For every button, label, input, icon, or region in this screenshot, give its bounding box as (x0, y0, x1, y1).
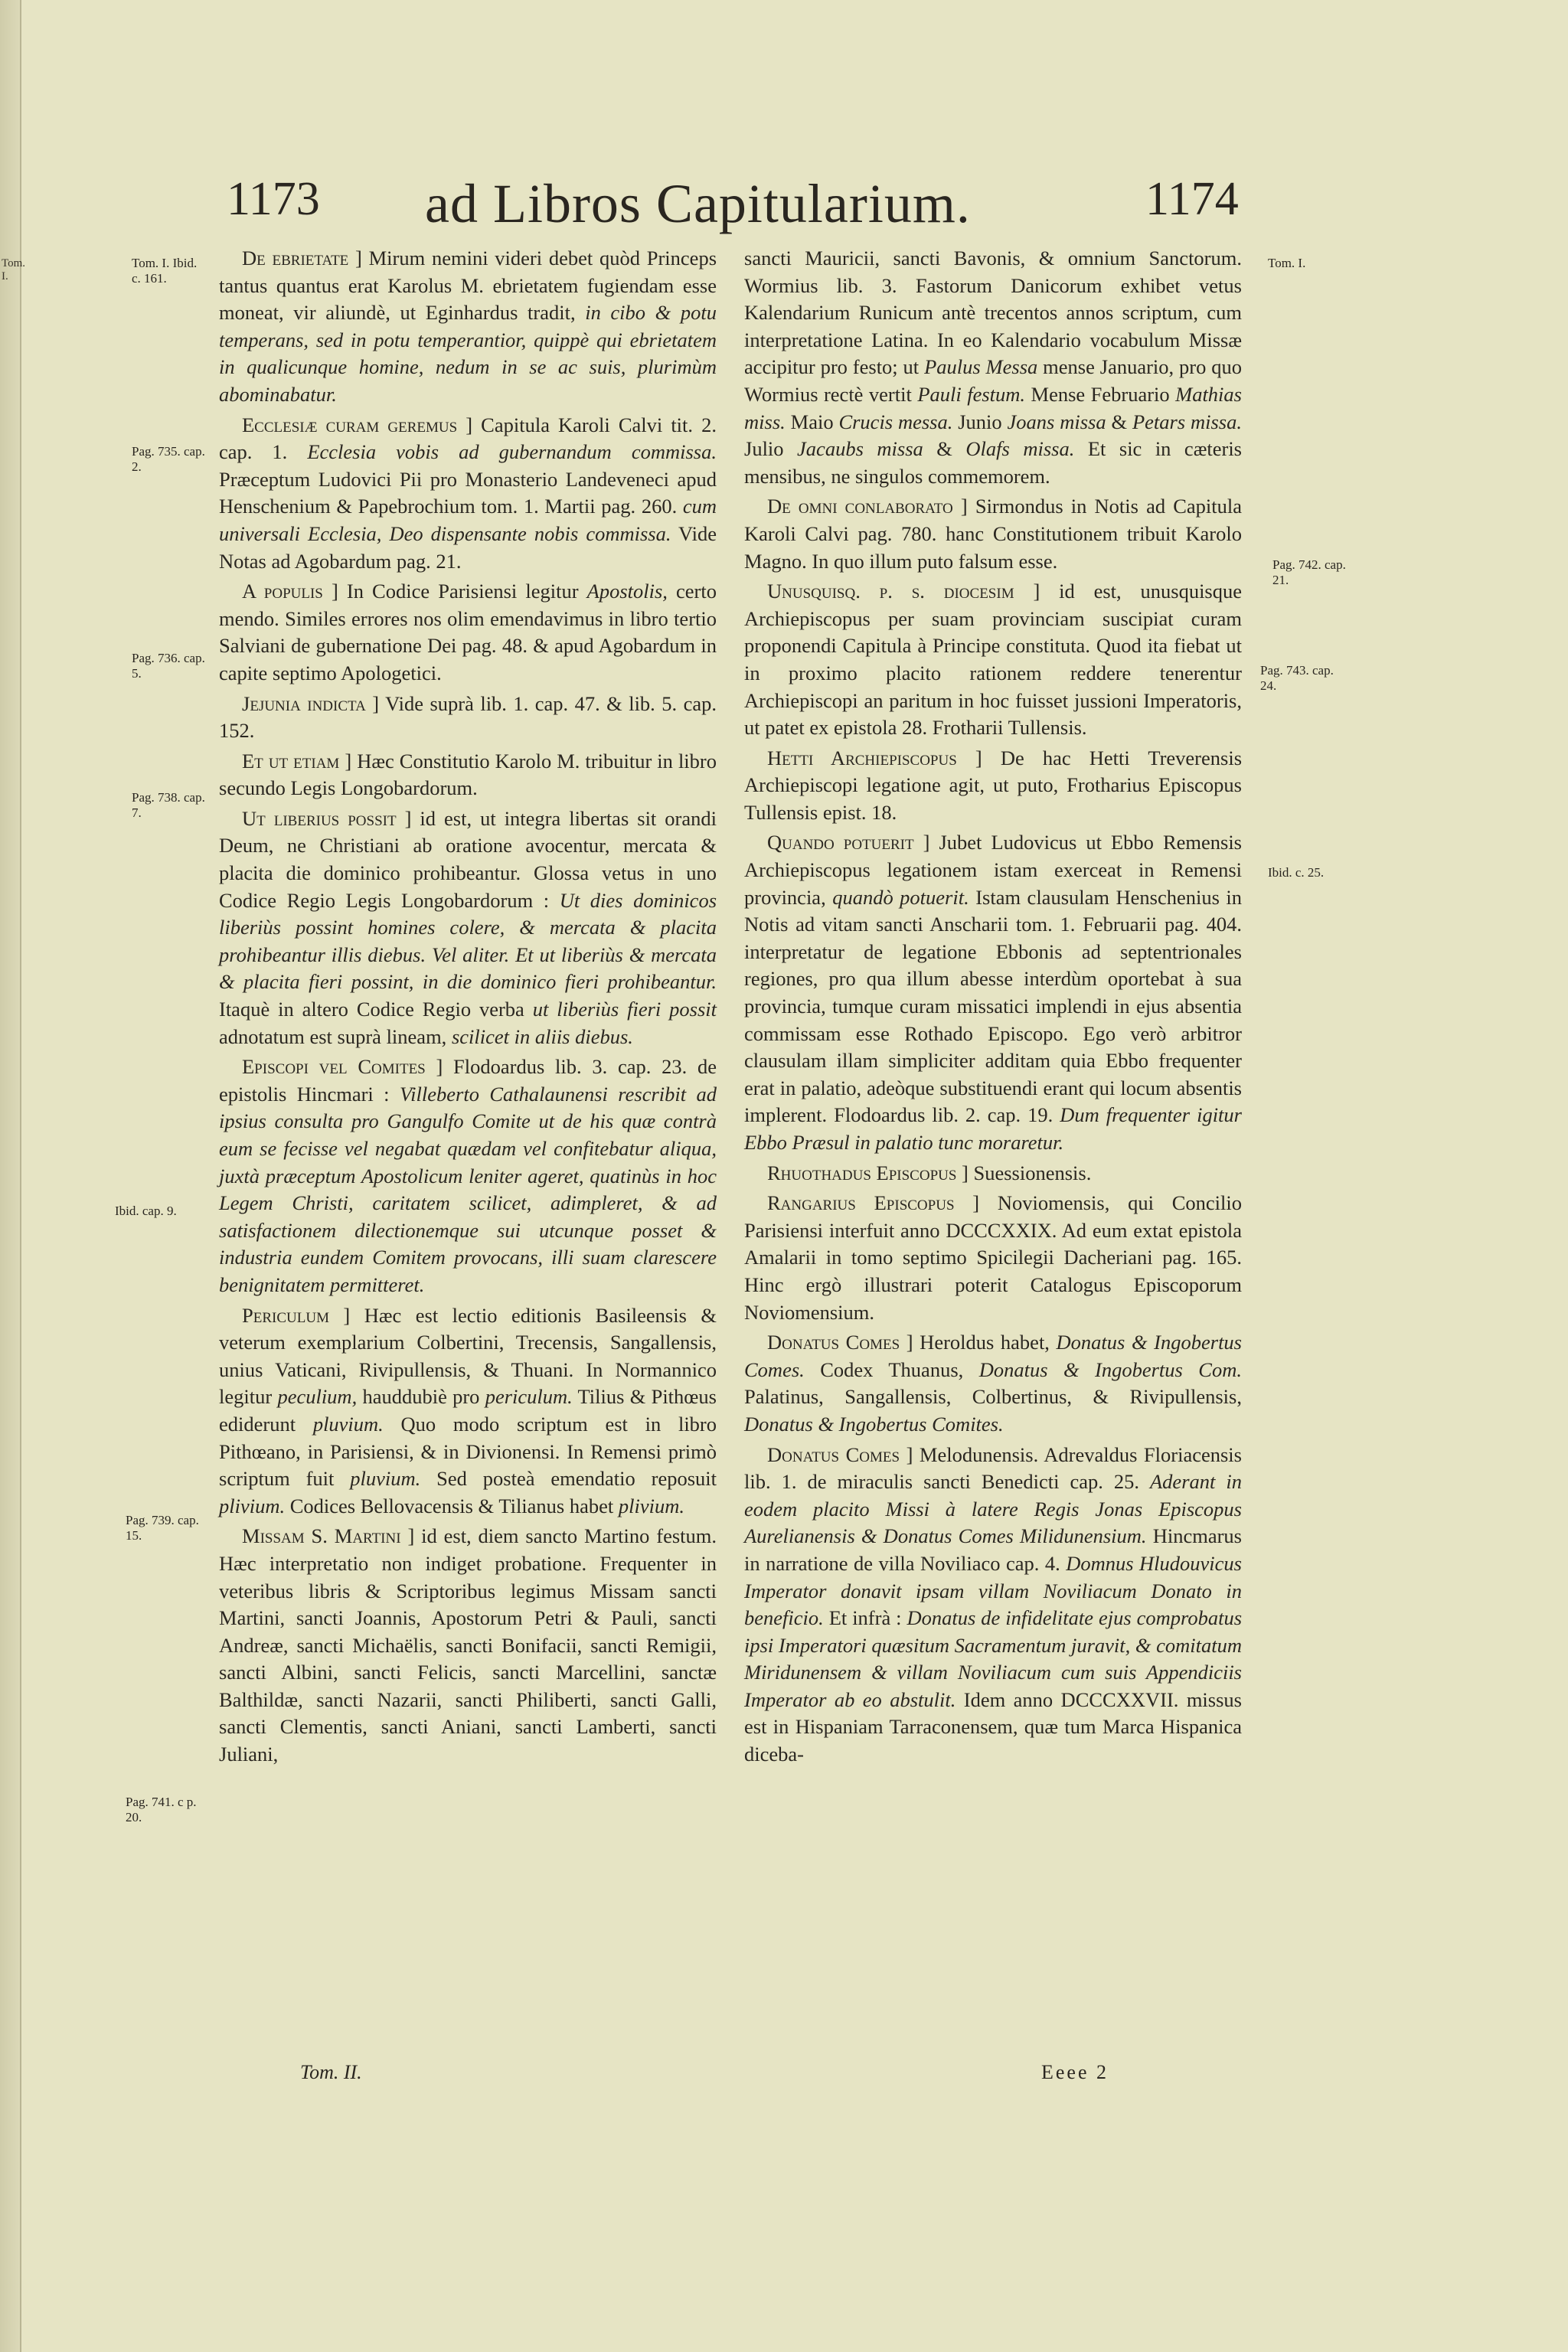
margin-note: Pag. 742. cap. 21. (1272, 557, 1346, 587)
paragraph-text: ] Jubet Ludovicus ut Ebbo Remensis Archiepiscopus legationem istam exerceat in Remensi provincia, (744, 831, 1242, 909)
quotation: Donatus & Ingobertus Comes. (744, 1331, 1242, 1381)
quotation: Crucis messa. (838, 410, 953, 433)
lemma: Ecclesiæ curam geremus (242, 413, 458, 436)
paragraph-text: Præceptum Ludovici Pii pro Monasterio Landeveneci apud Henschenium & Papebrochium tom. 1. Martii pag. 260. (219, 467, 717, 518)
volume-mark: Tom. II. (300, 2061, 362, 2083)
paragraph-text: ] Flodoardus lib. 3. cap. 23. de epistolis Hincmari : (219, 1055, 717, 1106)
margin-note: Pag. 743. cap. 24. (1260, 663, 1334, 693)
quotation: Domnus Hludouvicus Imperator donavit ipsam villam Noviliacum Donato in beneficio. (744, 1551, 1242, 1630)
paragraph (744, 1329, 1242, 1438)
quotation: Aderant in eodem placito Missi à latere Regis Jonas Episcopus Aurelianensis & Donatus Comes Milidunensium. (744, 1470, 1242, 1548)
paragraph-text: Sed posteà emendatio reposuit (420, 1467, 717, 1491)
paragraph-text: Et infrà : (823, 1606, 907, 1630)
lemma: Rangarius Episcopus (767, 1191, 955, 1215)
page-number-left: 1173 (227, 173, 320, 225)
paragraph-text: Quo modo scriptum est in libro Pithœano, in Parisiensi, & in Divionensi. In Remensi primò scriptum fuit (219, 1412, 717, 1491)
paragraph-text: ] Melodunensis. Adrevaldus Floriacensis lib. 1. de miraculis sancti Benedicti cap. 25. (744, 1442, 1242, 1494)
quotation: Dum frequenter igitur Ebbo Præsul in palatio tunc moraretur. (744, 1103, 1242, 1154)
lemma: Hetti Archiepiscopus (767, 746, 957, 769)
paragraph-text: sancti Mauricii, sancti Bavonis, & omnium Sanctorum. Wormius lib. 3. Fastorum Danicorum exhibet vetus Kalendarium Runicum antè trecentos annos scriptum, cum interpretatione Latina. In eo Kalendario vocabulum Missæ accipitur pro festo; ut (744, 247, 1242, 379)
quotation: Joans missa (1007, 410, 1106, 433)
margin-note: Pag. 739. cap. 15. (126, 1513, 199, 1543)
margin-note: Pag. 735. cap. 2. (132, 444, 205, 474)
quotation: Pauli festum. (917, 382, 1026, 406)
quotation: pluvium. (350, 1467, 421, 1491)
paragraph-text: ] Heroldus habet, (900, 1331, 1057, 1354)
quotation: Olafs missa. (965, 437, 1075, 461)
paragraph-text: Palatinus, Sangallensis, Colbertinus, & Rivipullensis, (744, 1385, 1242, 1409)
margin-note: Pag. 741. c p. 20. (126, 1795, 197, 1824)
paragraph (219, 748, 717, 802)
paragraph-text: Vide Notas ad Agobardum pag. 21. (219, 521, 717, 573)
paragraph (219, 1302, 717, 1521)
paragraph (219, 1054, 717, 1298)
paragraph (219, 245, 717, 409)
lemma: Rhuothadus Episcopus (767, 1161, 957, 1184)
lemma: Ut liberius possit (242, 806, 397, 830)
paragraph-text: ] Sirmondus in Notis ad Capitula Karoli Calvi pag. 780. hanc Constitutionem tribuit Karolo Magno. In quo illum puto falsum esse. (744, 495, 1243, 573)
running-title: ad Libros Capitularium. (425, 173, 971, 234)
quotation: scilicet in aliis diebus. (451, 1024, 633, 1048)
quotation: Jacaubs missa (797, 437, 923, 461)
lemma: De omni conlaborato (767, 495, 953, 518)
quotation: peculium, (277, 1385, 358, 1409)
paragraph-text: ] Hæc est lectio editionis Basileensis & veterum exemplarium Colbertini, Trecensis, Sangallensis, unius Vaticani, Rivipullensis, & Thuani. In Normannico legitur (219, 1303, 717, 1409)
paragraph-text: ] id est, unusquisque Archiepiscopus per suam provinciam suscipiat curam proponendi Capitula à Principe constituta. Quod ita fiebat ut in proximo placito rationem reddere tenerentur Archiepiscopi an paritum in hoc fuisset jussioni Imperatoris, ut patet ex epistola 28. Frotharii Tullensis. (744, 580, 1243, 740)
paragraph-text: Codex Thuanus, (804, 1357, 979, 1381)
paragraph-text: ] Suessionensis. (956, 1161, 1092, 1184)
paragraph (219, 1523, 717, 1768)
margin-note: Tom. I. (1268, 256, 1306, 270)
paragraph-text: ] Vide suprà lib. 1. cap. 47. & lib. 5. cap. 152. (219, 691, 717, 743)
quotation: Apostolis, (586, 580, 668, 603)
quotation: Villeberto Cathalaunensi rescribit ad ipsius consulta pro Gangulfo Comite ut de his quæ contrà eum se fecisse vel negabat quædam vel confitebatur aliqua, juxtà præceptum Apostolicum leniter ageret, quatinùs in hoc Legem Christi, caritatem scilicet, adimpleret, & ad satisfactionem dilectionemque sui utcunque posset & industria eundem Comitem provocans, illi suam clarescere benignitatem permitteret. (219, 1082, 717, 1296)
lemma: Quando potuerit (767, 831, 914, 854)
paragraph (744, 493, 1242, 575)
quotation: Ecclesia vobis ad gubernandum commissa. (307, 440, 717, 464)
paragraph-text: Maio (785, 410, 839, 433)
paragraph-text: hauddubiè pro (357, 1385, 485, 1409)
paragraph (744, 1190, 1242, 1326)
paragraph-text: Istam clausulam Henschenius in Notis ad vitam sancti Anscharii tom. 1. Februarii pag. 404. interpretatur de legatione Ebbonis ad septentrionales regiones, pro qua illum abesse interdùm oportebat à sua provincia, tumque curam missatici implendi in ejus absentia commissam esse Rothado Episcopo. Ego verò arbitror clausulam illam simpliciter additam quia Ebbo frequenter erat in palatio, adeòque substituendi erant qui locum absentis implerent. Flodoardus lib. 2. cap. 19. (744, 885, 1242, 1127)
paragraph (219, 691, 717, 745)
quotation: Donatus & Ingobertus Comites. (744, 1412, 1004, 1436)
paragraph-text: ] id est, diem sancto Martino festum. Hæc interpretatio non indiget probatione. Frequenter in veteribus libris & Scriptoribus legimus Missam sancti Martini, sancti Joannis, Apostorum Petri & Pauli, sancti Andreæ, sancti Michaëlis, sancti Bonifacii, sancti Remigii, sancti Albini, sancti Felicis, sancti Marcellini, sanctæ Balthildæ, sancti Nazarii, sancti Philiberti, sancti Galli, sancti Clementis, sancti Aniani, sancti Lamberti, sancti Juliani, (219, 1524, 717, 1766)
paragraph-text: ] id est, ut integra libertas sit orandi Deum, ne Christiani ab oratione avocentur, mercata & placita die dominico prohibeantur. Glossa vetus in uno Codice Regio Legis Longobardorum : (219, 806, 717, 912)
paragraph (744, 829, 1242, 1156)
paragraph-text: Mense Februario (1025, 382, 1176, 406)
quotation: quandò potuerit. (832, 885, 969, 909)
paragraph-text: Junio (952, 410, 1008, 433)
quotation: Petars missa. (1132, 410, 1242, 433)
paragraph-text: ] Mirum nemini videri debet quòd Princeps tantus quantus erat Karolus M. ebrietatem fugiendam esse moneat, vir aliundè, ut Eginhardus tradit, (219, 247, 717, 325)
quotation: plivium. (618, 1494, 684, 1517)
quotation: Mathias miss. (744, 382, 1242, 433)
paragraph-text: adnotatum est suprà lineam, (219, 1024, 452, 1048)
quotation: Donatus de infidelitate ejus comprobatus ipsi Imperatori quæsitum Sacramentum juravit, & comitatum Miridunensem & villam Noviliacum cum suis Appendiciis Imperator ab eo abstulit. (744, 1606, 1243, 1711)
paragraph-text: & (1106, 410, 1132, 433)
paragraph-text: ] In Codice Parisiensi legitur (322, 580, 587, 603)
paragraph (744, 1160, 1242, 1187)
paragraph-text: ] De hac Hetti Treverensis Archiepiscopi legatione agit, ut puto, Frotharius Episcopus Tullensis epist. 18. (744, 746, 1243, 824)
quotation: cum universali Ecclesia, Deo dispensante nobis commissa. (219, 495, 717, 545)
margin-note: Pag. 736. cap. 5. (132, 651, 205, 681)
page-number-right: 1174 (1145, 173, 1239, 225)
paragraph-text: Idem anno DCCCXXVII. missus est in Hispaniam Tarraconensem, quæ tum Marca Hispanica diceba- (744, 1687, 1242, 1766)
quotation: Ut dies dominicos liberiùs possint homines colere, & mercata & placita prohibeantur illis diebus. Vel aliter. Et ut liberiùs & mercata & placita fieri possint, in die dominico fieri prohibeantur. (219, 888, 717, 994)
paragraph-text: Itaquè in altero Codice Regio verba (219, 998, 533, 1021)
paragraph-text: Codices Bellovacensis & Tilianus habet (285, 1494, 619, 1517)
paragraph (744, 745, 1242, 827)
paragraph-text: certo mendo. Similes errores nos olim emendavimus in libro tertio Salviani de gubernatione Dei pag. 48. & apud Agobardum in capite septimo Apologetici. (219, 580, 717, 684)
quotation: plivium. (219, 1494, 286, 1517)
left-column (219, 245, 717, 1772)
quotation: in cibo & potu temperans, sed in potu temperantior, quippè qui ebrietatem in qualicunque homine, nedum in se ac suis, plurimùm abominabatur. (219, 301, 717, 406)
paragraph-text: Julio (744, 437, 798, 461)
quotation: Paulus Messa (924, 355, 1038, 379)
quotation: ut liberiùs fieri possit (532, 998, 717, 1021)
paragraph (219, 805, 717, 1050)
right-column (744, 245, 1242, 1772)
lemma: Missam S. Martini (242, 1524, 401, 1548)
paragraph (744, 245, 1242, 490)
lemma: De ebrietate (242, 247, 349, 270)
quotation: periculum. (485, 1385, 573, 1409)
paragraph (219, 412, 717, 576)
paragraph (744, 1442, 1242, 1769)
margin-note: Ibid. c. 25. (1268, 865, 1325, 880)
margin-note: Ibid. cap. 9. (115, 1204, 177, 1218)
paragraph-text: mense Januario, pro quo Wormius rectè vertit (744, 355, 1242, 406)
running-header (0, 172, 1568, 241)
binding-gutter (0, 0, 26, 2352)
lemma: Et ut etiam (242, 749, 340, 773)
lemma: Episcopi vel Comites (242, 1055, 426, 1079)
paragraph-text: & (923, 437, 966, 461)
gutter-label: Tom. I. (2, 257, 26, 283)
signature-mark: Eeee 2 (1041, 2061, 1109, 2083)
paragraph-text: Et sic in cæteris mensibus, ne singulos commemorem. (744, 437, 1242, 488)
lemma: Jejunia indicta (242, 691, 366, 715)
margin-note: Tom. I. Ibid. c. 161. (132, 256, 198, 286)
paragraph-text: ] Hæc Constitutio Karolo M. tribuitur in libro secundo Legis Longobardorum. (219, 749, 717, 800)
paragraph (744, 578, 1242, 742)
quotation: pluvium. (312, 1412, 384, 1436)
paragraph-text: ] Capitula Karoli Calvi tit. 2. cap. 1. (219, 413, 717, 464)
margin-note: Pag. 738. cap. 7. (132, 790, 205, 820)
quotation: Donatus & Ingobertus Com. (978, 1357, 1242, 1381)
paragraph-text: ] Noviomensis, qui Concilio Parisiensi interfuit anno DCCCXXIX. Ad eum extat epistola Amalarii in tomo septimo Spicilegii Dacheriani pag. 165. Hinc ergò illustrari poterit Catalogus Episcoporum Noviomensium. (744, 1191, 1243, 1324)
lemma: Unusquisq. p. s. diocesim (767, 580, 1014, 603)
paragraph (219, 578, 717, 687)
lemma: Donatus Comes (767, 1331, 900, 1354)
lemma: Donatus Comes (767, 1442, 900, 1466)
lemma: Periculum (242, 1303, 329, 1327)
lemma: A populis (242, 580, 323, 603)
paragraph-text: Tilius & Pithœus ediderunt (219, 1385, 717, 1436)
paragraph-text: Hincmarus in narratione de villa Noviliaco cap. 4. (744, 1524, 1242, 1575)
